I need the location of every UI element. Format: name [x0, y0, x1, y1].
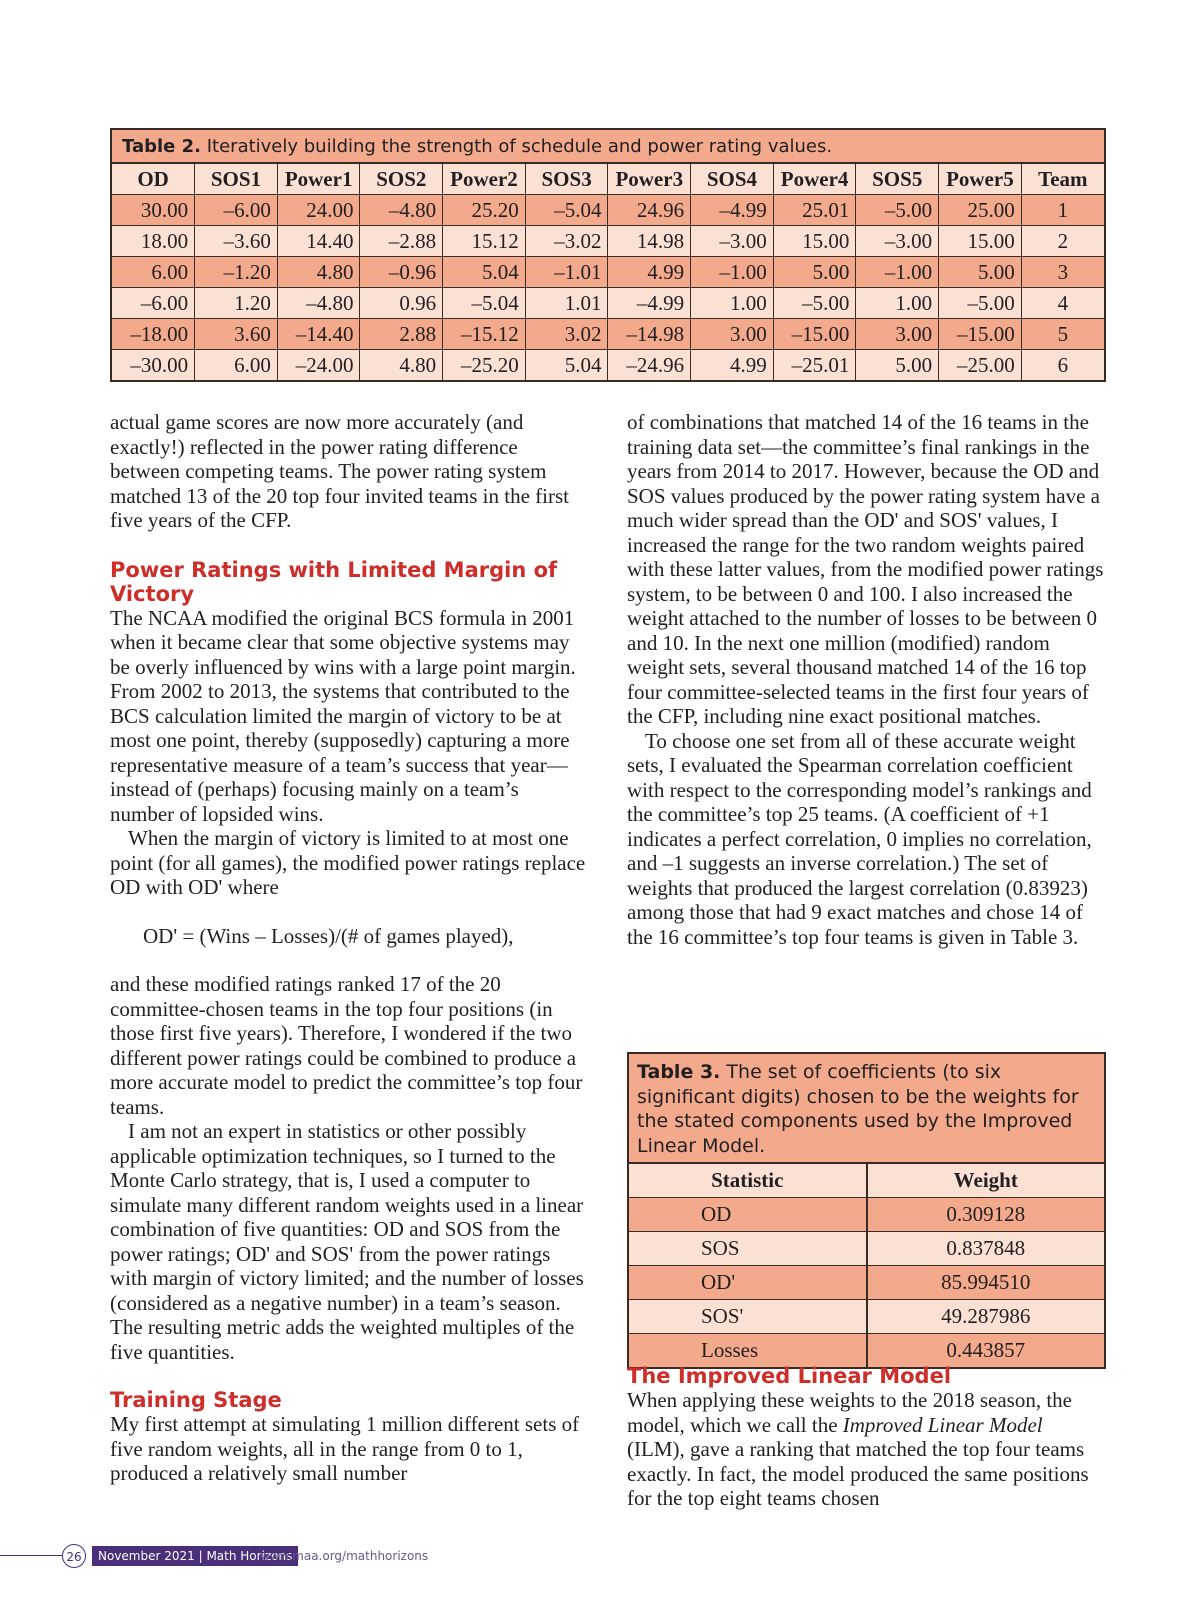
- table-cell: 3.00: [856, 319, 939, 350]
- table-cell: SOS: [629, 1232, 867, 1266]
- table-cell: 30.00: [112, 195, 195, 226]
- table-cell: 3: [1021, 257, 1104, 288]
- table-row: [112, 350, 1104, 381]
- table-cell: –3.00: [691, 226, 774, 257]
- section-heading-limited-margin: Power Ratings with Limited Margin of Victory: [110, 557, 558, 606]
- paragraph: When the margin of victory is limited to at most one point (for all games), the modified power ratings replace OD with OD' where: [110, 826, 586, 899]
- table-cell: –24.96: [608, 350, 691, 381]
- table-cell: –14.98: [608, 319, 691, 350]
- table-cell: 1: [1021, 195, 1104, 226]
- table-row: [112, 257, 1104, 288]
- table-cell: –3.00: [856, 226, 939, 257]
- table-row: [629, 1232, 1104, 1266]
- table-cell: 0.309128: [867, 1198, 1105, 1232]
- table-cell: 5.04: [443, 257, 526, 288]
- table-cell: –18.00: [112, 319, 195, 350]
- table-row: [112, 288, 1104, 319]
- table-cell: 3.00: [691, 319, 774, 350]
- table-cell: 5.00: [939, 257, 1022, 288]
- table-cell: 0.96: [360, 288, 443, 319]
- table-cell: OD': [629, 1266, 867, 1300]
- table-2: [110, 128, 1106, 382]
- table-cell: 25.20: [443, 195, 526, 226]
- table-cell: 3.60: [195, 319, 278, 350]
- page-footer: [0, 1544, 429, 1568]
- table-row: [112, 319, 1104, 350]
- table-cell: 3.02: [525, 319, 608, 350]
- table-cell: 1.00: [856, 288, 939, 319]
- table-cell: –1.20: [195, 257, 278, 288]
- table-cell: –4.80: [277, 288, 360, 319]
- left-column: [110, 410, 588, 1486]
- paragraph: To choose one set from all of these accurate weight sets, I evaluated the Spearman correlation coefficient with respect to the corresponding model’s rankings and the committee’s top 25 teams. (A coefficient of +1 indicates a perfect correlation, 0 implies no correlation, and –1 suggests an inverse correlation.) The set of weights that produced the largest correlation (0.83923) among those that had 9 exact matches and chose 14 of the 16 committee’s top four teams is given in Table 3.: [627, 728, 1092, 949]
- table-cell: –1.00: [691, 257, 774, 288]
- table-cell: 6.00: [195, 350, 278, 381]
- table-3-header: Statistic: [629, 1164, 867, 1198]
- right-column-bottom: [627, 1364, 1105, 1511]
- table-cell: 18.00: [112, 226, 195, 257]
- table-cell: –5.00: [773, 288, 856, 319]
- paragraph: When applying these weights to the 2018 season, the model, which we call the Improved Linear Model (ILM), gave a ranking that matched the top four teams exactly. In fact, the model produced the same positions for the top eight teams chosen: [627, 1388, 1089, 1510]
- section-heading-improved-linear-model: The Improved Linear Model: [627, 1364, 952, 1388]
- table-cell: –15.12: [443, 319, 526, 350]
- table-cell: –5.04: [525, 195, 608, 226]
- table-cell: –2.88: [360, 226, 443, 257]
- table-3: [627, 1052, 1106, 1369]
- table-cell: 4.99: [608, 257, 691, 288]
- table-cell: –4.99: [608, 288, 691, 319]
- table-row: [629, 1198, 1104, 1232]
- table-row: [629, 1300, 1104, 1334]
- table-2-header: SOS5: [856, 164, 939, 195]
- table-3-grid: [629, 1163, 1104, 1367]
- table-cell: –5.04: [443, 288, 526, 319]
- table-cell: 15.00: [939, 226, 1022, 257]
- table-cell: 14.40: [277, 226, 360, 257]
- table-cell: 15.12: [443, 226, 526, 257]
- table-cell: 4: [1021, 288, 1104, 319]
- table-3-caption: Table 3. The set of coefficients (to six significant digits) chosen to be the weights for the stated components used by the Improved Linear Model.: [629, 1054, 1104, 1163]
- table-cell: –24.00: [277, 350, 360, 381]
- website-url[interactable]: www.maa.org/mathhorizons: [260, 1549, 429, 1563]
- paragraph: actual game scores are now more accurately (and exactly!) reflected in the power rating difference between competing teams. The power rating system matched 13 of the 20 top four invited teams in the first five years of the CFP.: [110, 410, 569, 532]
- table-cell: –14.40: [277, 319, 360, 350]
- table-cell: –25.00: [939, 350, 1022, 381]
- table-cell: –15.00: [939, 319, 1022, 350]
- table-cell: –4.99: [691, 195, 774, 226]
- table-cell: 5.00: [856, 350, 939, 381]
- table-row: [629, 1334, 1104, 1368]
- table-2-header: SOS1: [195, 164, 278, 195]
- table-cell: –3.60: [195, 226, 278, 257]
- table-cell: 24.96: [608, 195, 691, 226]
- table-cell: –4.80: [360, 195, 443, 226]
- table-2-header: SOS2: [360, 164, 443, 195]
- formula: OD' = (Wins – Losses)/(# of games played),: [143, 923, 514, 948]
- table-cell: –30.00: [112, 350, 195, 381]
- table-row: [629, 1266, 1104, 1300]
- table-cell: –25.01: [773, 350, 856, 381]
- table-cell: 2.88: [360, 319, 443, 350]
- table-2-caption: Table 2. Iteratively building the strength of schedule and power rating values.: [112, 130, 1104, 163]
- table-2-header: Power1: [277, 164, 360, 195]
- table-cell: –25.20: [443, 350, 526, 381]
- table-3-header: Weight: [867, 1164, 1105, 1198]
- table-cell: 5: [1021, 319, 1104, 350]
- table-cell: –5.00: [939, 288, 1022, 319]
- page-number: 26: [62, 1544, 86, 1568]
- table-cell: SOS': [629, 1300, 867, 1334]
- table-cell: 4.80: [360, 350, 443, 381]
- table-cell: –3.02: [525, 226, 608, 257]
- table-cell: 5.04: [525, 350, 608, 381]
- paragraph: I am not an expert in statistics or other possibly applicable optimization techniques, so I turned to the Monte Carlo strategy, that is, I used a computer to simulate many different random weights used in a linear combination of five quantities: OD and SOS from the power ratings; OD' and SOS' from the power ratings with margin of victory limited; and the number of losses (considered as a negative number) in a team’s season. The resulting metric adds the weighted multiples of the five quantities.: [110, 1119, 584, 1364]
- table-2-header: Power3: [608, 164, 691, 195]
- table-cell: 15.00: [773, 226, 856, 257]
- paragraph: of combinations that matched 14 of the 16 teams in the training data set—the committee’s final rankings in the years from 2014 to 2017. However, because the OD and SOS values produced by the power rating system have a much wider spread than the OD' and SOS' values, I increased the range for the two random weights paired with these latter values, from the modified power ratings system, to be between 0 and 100. I also increased the weight attached to the number of losses to be between 0 and 10. In the next one million (modified) random weight sets, several thousand matched 14 of the 16 top four committee-selected teams in the first four years of the CFP, including nine exact positional matches.: [627, 410, 1104, 728]
- table-2-header: Team: [1021, 164, 1104, 195]
- table-2-header: SOS3: [525, 164, 608, 195]
- table-cell: 2: [1021, 226, 1104, 257]
- issue-label: November 2021 | Math Horizons: [92, 1546, 298, 1566]
- section-heading-training-stage: Training Stage: [110, 1388, 282, 1412]
- table-2-header: OD: [112, 164, 195, 195]
- table-cell: –6.00: [195, 195, 278, 226]
- paragraph: and these modified ratings ranked 17 of the 20 committee-chosen teams in the top four positions (in those first five years). Therefore, I wondered if the two different power ratings could be combined to produce a more accurate model to predict the committee’s top four teams.: [110, 972, 583, 1119]
- table-cell: 49.287986: [867, 1300, 1105, 1334]
- table-cell: 0.837848: [867, 1232, 1105, 1266]
- table-cell: Losses: [629, 1334, 867, 1368]
- table-2-header: Power5: [939, 164, 1022, 195]
- table-cell: –1.00: [856, 257, 939, 288]
- table-cell: –6.00: [112, 288, 195, 319]
- table-cell: 1.20: [195, 288, 278, 319]
- table-cell: 6: [1021, 350, 1104, 381]
- table-cell: 4.80: [277, 257, 360, 288]
- footer-rule: [0, 1555, 64, 1556]
- table-cell: –0.96: [360, 257, 443, 288]
- table-cell: 25.01: [773, 195, 856, 226]
- table-cell: 4.99: [691, 350, 774, 381]
- table-row: [112, 195, 1104, 226]
- table-cell: 1.00: [691, 288, 774, 319]
- table-2-header: Power4: [773, 164, 856, 195]
- table-cell: 85.994510: [867, 1266, 1105, 1300]
- paragraph: My first attempt at simulating 1 million different sets of five random weights, all in the range from 0 to 1, produced a relatively small number: [110, 1412, 580, 1485]
- table-cell: 5.00: [773, 257, 856, 288]
- table-cell: –1.01: [525, 257, 608, 288]
- table-cell: 6.00: [112, 257, 195, 288]
- paragraph: The NCAA modified the original BCS formula in 2001 when it became clear that some objective systems may be overly influenced by wins with a large point margin. From 2002 to 2013, the systems that contributed to the BCS calculation limited the margin of victory to be at most one point, thereby (supposedly) capturing a more representative measure of a team’s success that year—instead of (perhaps) focusing mainly on a team’s number of lopsided wins.: [110, 605, 576, 826]
- table-cell: OD: [629, 1198, 867, 1232]
- table-row: [112, 226, 1104, 257]
- table-cell: 24.00: [277, 195, 360, 226]
- table-2-header: SOS4: [691, 164, 774, 195]
- table-cell: –15.00: [773, 319, 856, 350]
- table-cell: 14.98: [608, 226, 691, 257]
- table-2-grid: [112, 163, 1104, 380]
- table-cell: 1.01: [525, 288, 608, 319]
- table-2-header: Power2: [443, 164, 526, 195]
- right-column: [627, 410, 1105, 949]
- table-cell: 25.00: [939, 195, 1022, 226]
- table-cell: –5.00: [856, 195, 939, 226]
- table-cell: 0.443857: [867, 1334, 1105, 1368]
